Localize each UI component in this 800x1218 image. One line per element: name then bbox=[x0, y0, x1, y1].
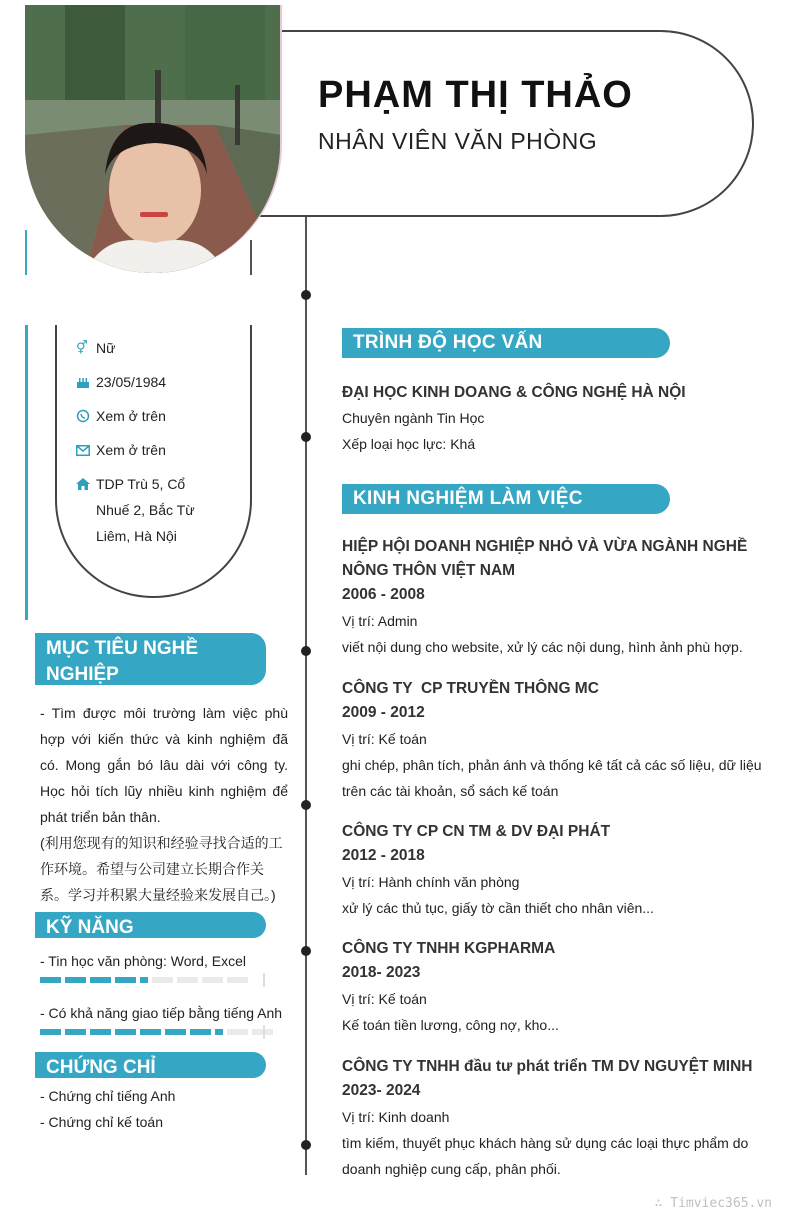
timeline-dot bbox=[301, 946, 311, 956]
job-period: 2009 - 2012 bbox=[342, 704, 425, 721]
accent-line bbox=[25, 325, 28, 620]
divider-line bbox=[250, 240, 252, 275]
certificates-heading: CHỨNG CHỈ bbox=[35, 1052, 266, 1078]
profile-photo bbox=[25, 5, 282, 273]
skill-level-bar bbox=[40, 977, 248, 983]
job-description: xử lý các thủ tục, giấy tờ cần thiết cho nhân viên... bbox=[342, 900, 654, 916]
timeline-dot bbox=[301, 800, 311, 810]
candidate-name: PHẠM THỊ THẢO bbox=[318, 74, 633, 116]
address-text: TDP Trù 5, Cổ Nhuế 2, Bắc Từ Liêm, Hà Nội bbox=[96, 476, 195, 544]
education-grade: Xếp loại học lực: Khá bbox=[342, 436, 476, 452]
phone-icon bbox=[76, 403, 96, 429]
gender-text: Nữ bbox=[96, 340, 116, 356]
timeline-line bbox=[305, 217, 307, 1175]
skill-label: - Có khả năng giao tiếp bằng tiếng Anh bbox=[40, 1005, 283, 1021]
job-company: CÔNG TY CP TRUYỀN THÔNG MC bbox=[342, 680, 599, 697]
gender-icon: ⚥ bbox=[76, 340, 88, 355]
birthday-cake-icon bbox=[76, 369, 96, 395]
home-icon bbox=[76, 471, 96, 497]
job-company: CÔNG TY TNHH đầu tư phát triển TM DV NGUYỆT MINH bbox=[342, 1058, 753, 1075]
job-position: Vị trí: Kinh doanh bbox=[342, 1109, 450, 1125]
education-major: Chuyên ngành Tin Học bbox=[342, 410, 485, 426]
certificate-item: - Chứng chỉ tiếng Anh bbox=[40, 1088, 176, 1104]
skill-label: - Tin học văn phòng: Word, Excel bbox=[40, 953, 246, 969]
job-description: Kế toán tiền lương, công nợ, kho... bbox=[342, 1017, 559, 1033]
job-period: 2012 - 2018 bbox=[342, 847, 425, 864]
skill-level-bar bbox=[40, 1029, 273, 1035]
phone-text: Xem ở trên bbox=[96, 408, 166, 424]
skills-heading: KỸ NĂNG bbox=[35, 912, 266, 938]
job-period: 2006 - 2008 bbox=[342, 586, 425, 603]
job-company: HIỆP HỘI DOANH NGHIỆP NHỎ VÀ VỪA NGÀNH NGHỀ NÔNG THÔN VIỆT NAM bbox=[342, 538, 748, 579]
timeline-dot bbox=[301, 1140, 311, 1150]
job-company: CÔNG TY CP CN TM & DV ĐẠI PHÁT bbox=[342, 823, 611, 840]
email-text: Xem ở trên bbox=[96, 442, 166, 458]
job-description: tìm kiếm, thuyết phục khách hàng sử dụng các loại thực phẩm do doanh nghiệp cung cấp, phân phối. bbox=[342, 1135, 749, 1177]
school-name: ĐẠI HỌC KINH DOANG & CÔNG NGHỆ HÀ NỘI bbox=[342, 384, 686, 401]
job-description: viết nội dung cho website, xử lý các nội dung, hình ảnh phù hợp. bbox=[342, 639, 743, 655]
job-position: Vị trí: Kế toán bbox=[342, 731, 427, 747]
email-icon bbox=[76, 437, 96, 463]
contact-gender bbox=[76, 335, 211, 361]
accent-line bbox=[25, 230, 27, 275]
job-description: ghi chép, phân tích, phản ánh và thống kê tất cả các số liệu, dữ liệu trên các tài khoản, sổ sách kế toán bbox=[342, 757, 762, 799]
watermark: ∴ Timviec365.vn bbox=[654, 1196, 772, 1211]
job-title: NHÂN VIÊN VĂN PHÒNG bbox=[318, 128, 598, 154]
certificate-item: - Chứng chỉ kế toán bbox=[40, 1114, 163, 1130]
experience-heading: KINH NGHIỆM LÀM VIỆC bbox=[342, 484, 670, 514]
timeline-dot bbox=[301, 432, 311, 442]
contact-address bbox=[76, 471, 211, 549]
timeline-dot bbox=[301, 290, 311, 300]
timeline-dot bbox=[301, 646, 311, 656]
job-company: CÔNG TY TNHH KGPHARMA bbox=[342, 940, 556, 957]
job-position: Vị trí: Admin bbox=[342, 613, 418, 629]
birthday-text: 23/05/1984 bbox=[96, 374, 167, 390]
job-position: Vị trí: Kế toán bbox=[342, 991, 427, 1007]
watermark-text: Timviec365.vn bbox=[670, 1196, 772, 1211]
education-heading: TRÌNH ĐỘ HỌC VẤN bbox=[342, 328, 670, 358]
contact-phone bbox=[76, 403, 211, 429]
skill-bar-end bbox=[263, 1025, 265, 1039]
job-period: 2018- 2023 bbox=[342, 964, 421, 981]
objective-text: - Tìm được môi trường làm việc phù hợp với kiến thức và kinh nghiệm đã có. Mong gắn bó lâu dài với công ty. Học hỏi tích lũy nhiều kinh nghiệm để phát triển bản thân. bbox=[40, 705, 288, 825]
objective-heading: MỤC TIÊU NGHỀ NGHIỆP bbox=[35, 633, 266, 685]
contact-email bbox=[76, 437, 211, 463]
job-period: 2023- 2024 bbox=[342, 1082, 421, 1099]
job-position: Vị trí: Hành chính văn phòng bbox=[342, 874, 520, 890]
contact-birthday bbox=[76, 369, 211, 395]
skill-bar-end bbox=[263, 973, 265, 987]
header-banner bbox=[230, 30, 754, 217]
objective-text-zh: (利用您现有的知识和经验寻找合适的工作环境。希望与公司建立长期合作关系。学习并积累大量经验来发展自己。) bbox=[40, 835, 283, 903]
